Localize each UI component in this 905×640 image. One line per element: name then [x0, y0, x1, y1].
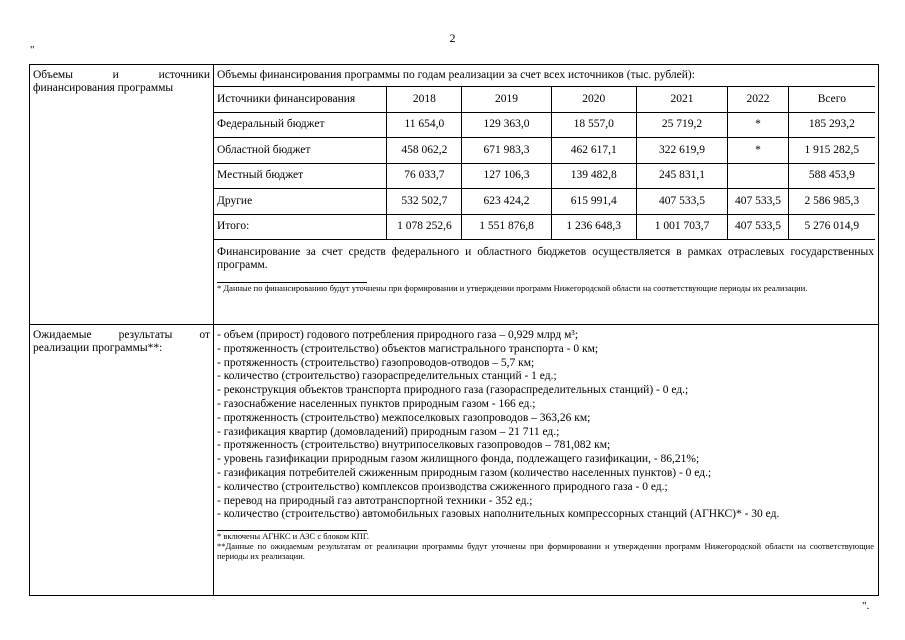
results-footnote-1: * включены АГНКС и АЗС с блоком КПГ. [217, 531, 369, 542]
table-cell: 2 586 985,3 [788, 189, 875, 215]
table-cell: 532 502,7 [387, 189, 462, 215]
opening-quote: " [30, 44, 35, 56]
table-cell: 18 557,0 [551, 112, 636, 138]
financing-table [214, 86, 875, 240]
table-cell: 76 033,7 [387, 163, 462, 189]
results-content [214, 325, 878, 595]
table-cell: 1 551 876,8 [462, 214, 551, 240]
list-item: - протяженность (строительство) газопроводов-отводов – 5,7 км; [217, 356, 535, 369]
table-cell [728, 163, 789, 189]
table-cell: 245 831,1 [636, 163, 727, 189]
table-cell: 25 719,2 [636, 112, 727, 138]
list-item: - протяженность (строительство) внутрипоселковых газопроводов – 781,082 км; [217, 439, 611, 452]
financing-note: Финансирование за счет средств федерального и областного бюджетов осуществляется в рамках отраслевых государственных программ. [217, 246, 874, 271]
table-cell: 322 619,9 [636, 138, 727, 164]
table-cell: 1 001 703,7 [636, 214, 727, 240]
list-item: - объем (прирост) годового потребления природного газа – 0,929 млрд м³; [217, 329, 579, 341]
results-row [30, 325, 878, 595]
table-cell: * [728, 138, 789, 164]
table-row [214, 138, 875, 164]
table-cell: 671 983,3 [462, 138, 551, 164]
list-item: - протяженность (строительство) межпоселковых газопроводов – 363,26 км; [217, 411, 591, 424]
financing-row [30, 65, 878, 325]
list-item: - количество (строительство) комплексов производства сжиженного природного газа - 0 ед.; [217, 480, 668, 493]
list-item: - протяженность (строительство) объектов магистрального транспорта - 0 км; [217, 342, 599, 355]
table-cell: Местный бюджет [214, 163, 387, 189]
results-footnote-2: **Данные по ожидаемым результатам от реализации программы будут уточнены при формировании и утверждении программ Нижегородской области на соответствующие периоды их реализации. [217, 541, 874, 562]
table-total-row [214, 214, 875, 240]
table-cell: 185 293,2 [788, 112, 875, 138]
table-cell: 11 654,0 [387, 112, 462, 138]
table-cell: 623 424,2 [462, 189, 551, 215]
table-cell: 407 533,5 [728, 214, 789, 240]
header-cell: 2021 [636, 87, 727, 113]
table-cell: 5 276 014,9 [788, 214, 875, 240]
financing-content [214, 65, 878, 324]
table-cell: 1 915 282,5 [788, 138, 875, 164]
table-row [214, 163, 875, 189]
list-item: - количество (строительство) автомобильных газовых наполнительных компрессорных станций (АГНКС)* - 30 ед. [217, 508, 780, 521]
header-cell: 2022 [728, 87, 789, 113]
financing-footnote: * Данные по финансированию будут уточнены при формировании и утверждении программ Нижегородской области на соответствующие периоды их реализации. [217, 283, 808, 293]
header-cell: Всего [788, 87, 875, 113]
table-cell: 458 062,2 [387, 138, 462, 164]
list-item: - уровень газификации природным газом жилищного фонда, подлежащего газификации, - 86,21%; [217, 453, 700, 466]
list-item: - перевод на природный газ автотранспортной техники - 352 ед.; [217, 494, 533, 507]
closing-quote: ". [862, 600, 870, 612]
table-cell: 1 236 648,3 [551, 214, 636, 240]
table-cell: Другие [214, 189, 387, 215]
list-item: - газификация квартир (домовладений) природным газом – 21 711 ед.; [217, 425, 560, 438]
table-cell: 462 617,1 [551, 138, 636, 164]
table-cell: 588 453,9 [788, 163, 875, 189]
list-item: - газификация потребителей сжиженным природным газом (количество населенных пунктов) - 0 ед.; [217, 466, 712, 479]
results-list [217, 329, 874, 522]
table-cell: * [728, 112, 789, 138]
table-cell: Итого: [214, 214, 387, 240]
table-cell: 127 106,3 [462, 163, 551, 189]
results-label: Ожидаемые результаты от реализации программы**: [30, 325, 214, 595]
table-cell: 139 482,8 [551, 163, 636, 189]
table-cell: 407 533,5 [636, 189, 727, 215]
passport-table [29, 64, 879, 596]
financing-label: Объемы и источники финансирования программы [30, 65, 214, 324]
table-row [214, 112, 875, 138]
financing-intro: Объемы финансирования программы по годам реализации за счет всех источников (тыс. рублей): [217, 69, 695, 81]
table-cell: Областной бюджет [214, 138, 387, 164]
header-cell: 2018 [387, 87, 462, 113]
table-cell: 407 533,5 [728, 189, 789, 215]
header-cell: 2019 [462, 87, 551, 113]
header-cell: Источники финансирования [214, 87, 387, 113]
table-cell: 615 991,4 [551, 189, 636, 215]
page-number: 2 [449, 31, 456, 45]
header-cell: 2020 [551, 87, 636, 113]
table-cell: 129 363,0 [462, 112, 551, 138]
list-item: - количество (строительство) газораспределительных станций - 1 ед.; [217, 370, 557, 383]
list-item: - реконструкция объектов транспорта природного газа (газораспределительных станций) - 0 ед.; [217, 384, 689, 397]
table-cell: 1 078 252,6 [387, 214, 462, 240]
list-item: - газоснабжение населенных пунктов природным газом - 166 ед.; [217, 397, 536, 410]
table-cell: Федеральный бюджет [214, 112, 387, 138]
table-row [214, 189, 875, 215]
table-header-row [214, 87, 875, 113]
